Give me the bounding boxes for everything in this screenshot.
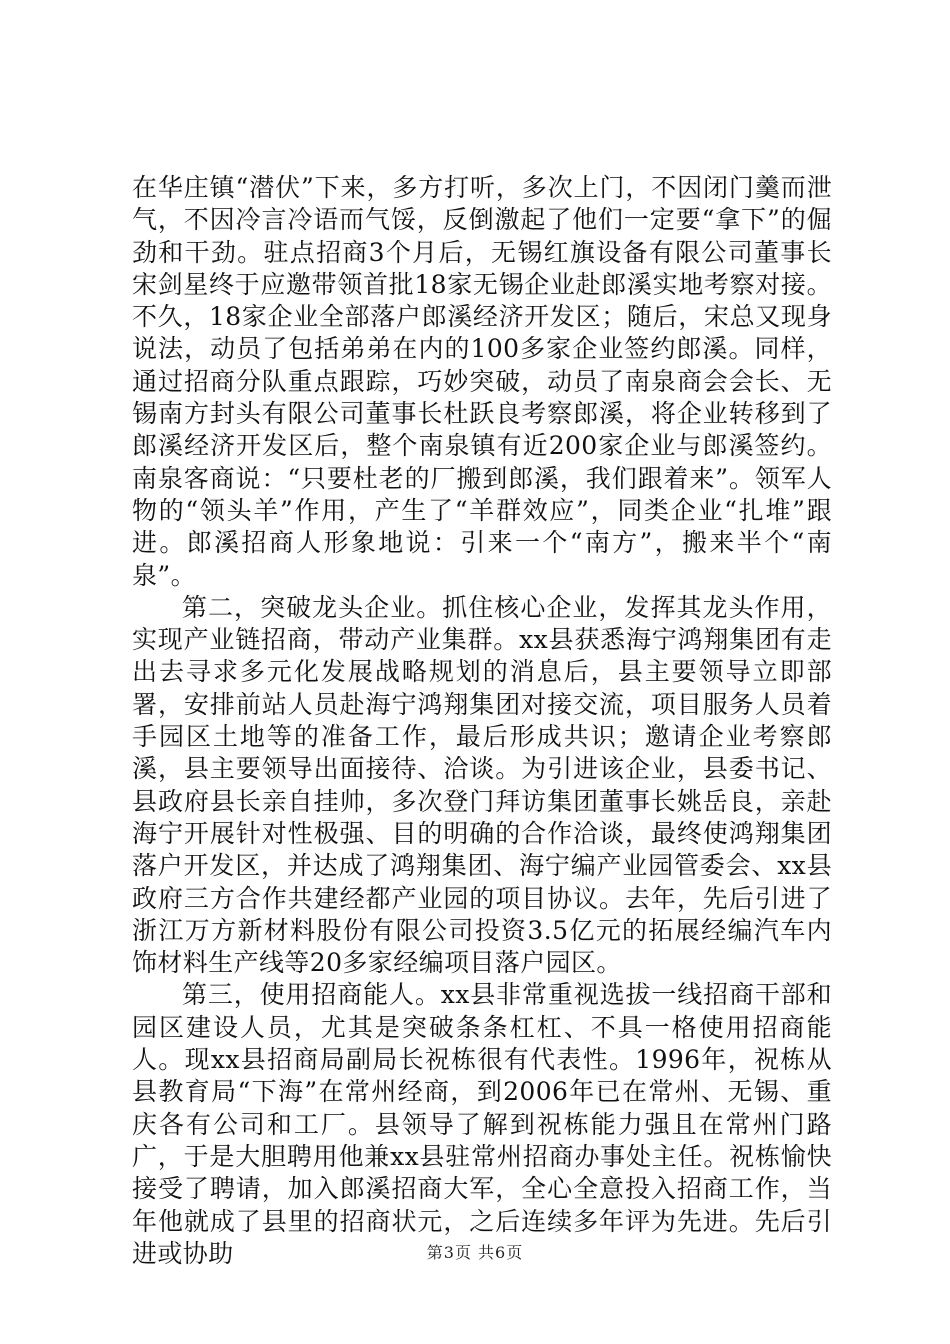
paragraph-continued: 在华庄镇“潜伏”下来，多方打听，多次上门，不因闭门羹而泄气，不因冷言冷语而气馁，反倒激起了他们一定要“拿下”的倔劲和干劲。驻点招商3个月后，无锡红旗设备有限公司董事长宋剑星终于应邀带领首批18家无锡企业赴郎溪实地考察对接。不久，18家企业全部落户郎溪经济开发区；随后，宋总又现身说法，动员了包括弟弟在内的100多家企业签约郎溪。同样，通过招商分队重点跟踪，巧妙突破，动员了南泉商会会长、无锡南方封头有限公司董事长杜跃良考察郎溪，将企业转移到了郎溪经济开发区后，整个南泉镇有近200家企业与郎溪签约。南泉客商说：“只要杜老的厂搬到郎溪，我们跟着来”。领军人物的“领头羊”作用，产生了“羊群效应”，同类企业“扎堆”跟进。郎溪招商人形象地说：引来一个“南方”，搬来半个“南泉”。 [132,173,832,590]
page-number-footer: 第3页 共6页 [426,1243,524,1262]
paragraph-second-point: 第二，突破龙头企业。抓住核心企业，发挥其龙头作用，实现产业链招商，带动产业集群。xx县获悉海宁鸿翔集团有走出去寻求多元化发展战略规划的消息后，县主要领导立即部署，安排前站人员赴海宁鸿翔集团对接交流，项目服务人员着手园区土地等的准备工作，最后形成共识；邀请企业考察郎溪，县主要领导出面接待、洽谈。为引进该企业，县委书记、县政府县长亲自挂帅，多次登门拜访集团董事长姚岳良，亲赴海宁开展针对性极强、目的明确的合作洽谈，最终使鸿翔集团落户开发区，并达成了鸿翔集团、海宁编产业园管委会、xx县政府三方合作共建经都产业园的项目协议。去年，先后引进了浙江万方新材料股份有限公司投资3.5亿元的拓展经编汽车内饰材料生产线等20多家经编项目落户园区。 [132,592,832,978]
document-body [132,172,832,1270]
paragraph-third-point: 第三，使用招商能人。xx县非常重视选拔一线招商干部和园区建设人员，尤其是突破条条杠杠、不具一格使用招商能人。现xx县招商局副局长祝栋很有代表性。1996年，祝栋从县教育局“下海”在常州经商，到2006年已在常州、无锡、重庆各有公司和工厂。县领导了解到祝栋能力强且在常州门路广，于是大胆聘用他兼xx县驻常州招商办事处主任。祝栋愉快接受了聘请，加入郎溪招商大军，全心全意投入招商工作，当年他就成了县里的招商状元，之后连续多年评为先进。先后引进或协助 [132,980,832,1268]
